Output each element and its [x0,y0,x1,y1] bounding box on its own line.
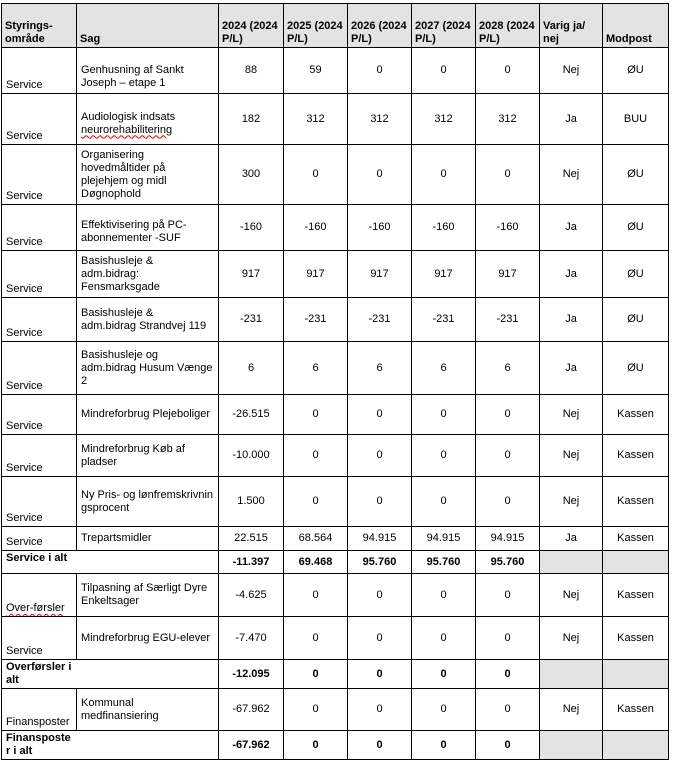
area-cell [2,574,77,617]
area-cell: Service [2,617,77,660]
value-2025: 0 [284,435,348,477]
value-2027: -160 [412,205,476,251]
total-2027: 95.760 [412,551,476,574]
table-row [2,205,669,251]
area-cell: Service [2,342,77,395]
total-2027: 0 [412,660,476,689]
value-2024: 917 [219,251,284,298]
value-2024: 1.500 [219,477,284,527]
table-row [2,145,669,205]
value-2028: 312 [476,94,540,145]
sag-cell: Mindreforbrug EGU-elever [77,617,219,660]
value-2027: 917 [412,251,476,298]
value-2025: 0 [284,145,348,205]
value-2028: 0 [476,48,540,94]
total-2025: 0 [284,660,348,689]
area-cell: Service [2,527,77,551]
varig-cell: Nej [540,617,603,660]
area-cell: Service [2,477,77,527]
empty-cell [603,551,669,574]
sag-cell: Basishusleje og adm.bidrag Husum Vænge 2 [77,342,219,395]
value-2027: -231 [412,298,476,342]
total-2024: -12.095 [219,660,284,689]
value-2027: 6 [412,342,476,395]
modpost-cell: Kassen [603,617,669,660]
varig-cell: Ja [540,342,603,395]
value-2024: 6 [219,342,284,395]
sag-cell: Basishusleje & adm.bidrag: Fensmarksgade [77,251,219,298]
varig-cell: Nej [540,48,603,94]
value-2025: 917 [284,251,348,298]
value-2028: 0 [476,395,540,435]
value-2026: -231 [348,298,412,342]
total-label-cell [2,731,219,760]
value-2024: -7.470 [219,617,284,660]
area-cell: Service [2,145,77,205]
sag-text-2: adm.bidrag Strandvej 119 [81,319,207,332]
modpost-cell: ØU [603,342,669,395]
value-2025: 6 [284,342,348,395]
total-2026: 95.760 [348,551,412,574]
value-2024: 22.515 [219,527,284,551]
value-2027: 312 [412,94,476,145]
total-2028: 0 [476,660,540,689]
value-2024: -67.962 [219,689,284,731]
value-2026: 0 [348,395,412,435]
modpost-cell: Kassen [603,395,669,435]
value-2026: 0 [348,435,412,477]
header-sag: Sag [77,4,219,48]
value-2024: -26.515 [219,395,284,435]
table-row [2,94,669,145]
value-2026: 0 [348,574,412,617]
value-2026: 6 [348,342,412,395]
modpost-cell: ØU [603,251,669,298]
value-2028: 0 [476,145,540,205]
value-2025: 0 [284,477,348,527]
value-2025: 0 [284,395,348,435]
value-2026: 917 [348,251,412,298]
total-label: Service i alt [2,551,219,574]
total-row-finans [2,731,669,760]
sag-cell: Effektivisering på PC-abonnementer -SUF [77,205,219,251]
table-row [2,435,669,477]
value-2026: 0 [348,477,412,527]
sag-cell: Ny Pris- og lønfremskrivningsprocent [77,477,219,527]
value-2027: 0 [412,617,476,660]
varig-cell: Ja [540,205,603,251]
value-2025: 312 [284,94,348,145]
varig-cell: Nej [540,574,603,617]
table-row [2,574,669,617]
total-2028: 95.760 [476,551,540,574]
sag-cell: Organisering hovedmåltider på plejehjem og midl Døgnophold [77,145,219,205]
value-2024: -231 [219,298,284,342]
value-2028: 0 [476,689,540,731]
value-2025: 59 [284,48,348,94]
modpost-cell: BUU [603,94,669,145]
value-2024: -10.000 [219,435,284,477]
total-2024: -67.962 [219,731,284,760]
modpost-cell: Kassen [603,689,669,731]
value-2027: 0 [412,435,476,477]
sag-text-2: neurorehabilitering [81,123,173,136]
area-cell: Service [2,251,77,298]
area-cell: Service [2,435,77,477]
sag-cell: Tilpasning af Særligt Dyre Enkeltsager [77,574,219,617]
header-varig: Varig ja/ nej [540,4,603,48]
area-text: Over-førsler [6,602,65,614]
header-2027: 2027 (2024 P/L) [412,4,476,48]
value-2027: 0 [412,48,476,94]
value-2025: 0 [284,689,348,731]
empty-cell [603,731,669,760]
value-2028: 0 [476,435,540,477]
value-2026: 0 [348,617,412,660]
header-2025: 2025 (2024 P/L) [284,4,348,48]
value-2024: 182 [219,94,284,145]
value-2027: 0 [412,574,476,617]
sag-text-1: Audiologisk indsats [81,110,176,123]
area-cell: Service [2,205,77,251]
total-2028: 0 [476,731,540,760]
header-area: Styrings-område [2,4,77,48]
value-2028: 94.915 [476,527,540,551]
table-row [2,477,669,527]
sag-cell: Trepartsmidler [77,527,219,551]
modpost-cell: ØU [603,298,669,342]
sag-cell: Mindreforbrug Køb af pladser [77,435,219,477]
varig-cell: Ja [540,527,603,551]
value-2024: 300 [219,145,284,205]
varig-cell: Nej [540,395,603,435]
modpost-cell: ØU [603,205,669,251]
value-2026: 312 [348,94,412,145]
sag-cell: Mindreforbrug Plejeboliger [77,395,219,435]
value-2028: 0 [476,574,540,617]
total-2024: -11.397 [219,551,284,574]
value-2026: 0 [348,145,412,205]
value-2024: 88 [219,48,284,94]
value-2027: 94.915 [412,527,476,551]
modpost-cell: Kassen [603,574,669,617]
total-label: Overførsler i alt [6,661,72,686]
table-row [2,689,669,731]
header-2024: 2024 (2024 P/L) [219,4,284,48]
table-row [2,48,669,94]
header-row [2,4,669,48]
varig-cell: Nej [540,435,603,477]
value-2028: -231 [476,298,540,342]
total-row-overforsler [2,660,669,689]
value-2026: 0 [348,48,412,94]
value-2028: 6 [476,342,540,395]
total-2025: 69.468 [284,551,348,574]
varig-cell: Nej [540,145,603,205]
value-2028: 0 [476,477,540,527]
value-2025: -231 [284,298,348,342]
value-2027: 0 [412,477,476,527]
value-2028: 0 [476,617,540,660]
sag-cell: Genhusning af Sankt Joseph – etape 1 [77,48,219,94]
sag-cell: Kommunal medfinansiering [77,689,219,731]
total-2026: 0 [348,660,412,689]
value-2026: 0 [348,689,412,731]
varig-cell: Nej [540,477,603,527]
value-2024: -4.625 [219,574,284,617]
table-row [2,527,669,551]
value-2025: 0 [284,617,348,660]
total-2025: 0 [284,731,348,760]
table-row [2,617,669,660]
varig-cell: Ja [540,298,603,342]
value-2028: 917 [476,251,540,298]
varig-cell: Nej [540,689,603,731]
budget-table [1,3,669,760]
header-modpost: Modpost [603,4,669,48]
area-cell: Service [2,94,77,145]
empty-cell [540,731,603,760]
varig-cell: Ja [540,94,603,145]
area-cell: Finansposter [2,689,77,731]
total-2026: 0 [348,731,412,760]
modpost-cell: Kassen [603,435,669,477]
empty-cell [540,551,603,574]
header-2026: 2026 (2024 P/L) [348,4,412,48]
value-2027: 0 [412,145,476,205]
area-cell: Service [2,298,77,342]
table-row [2,342,669,395]
sag-cell: Basishusleje & adm.bidrag Strandvej 119 [77,298,219,342]
area-cell: Service [2,395,77,435]
value-2027: 0 [412,689,476,731]
total-2027: 0 [412,731,476,760]
value-2025: 0 [284,574,348,617]
value-2026: -160 [348,205,412,251]
value-2025: -160 [284,205,348,251]
value-2027: 0 [412,395,476,435]
modpost-cell: ØU [603,145,669,205]
area-cell: Service [2,48,77,94]
empty-cell [603,660,669,689]
total-row-service [2,551,669,574]
value-2024: -160 [219,205,284,251]
total-label-cell [2,660,219,689]
table-row [2,298,669,342]
table-row [2,395,669,435]
modpost-cell: Kassen [603,477,669,527]
sag-cell [77,94,219,145]
table-row [2,251,669,298]
value-2028: -160 [476,205,540,251]
total-label: Finansposter i alt [6,732,71,757]
value-2025: 68.564 [284,527,348,551]
empty-cell [540,660,603,689]
modpost-cell: ØU [603,48,669,94]
value-2026: 94.915 [348,527,412,551]
varig-cell: Ja [540,251,603,298]
header-2028: 2028 (2024 P/L) [476,4,540,48]
modpost-cell: Kassen [603,527,669,551]
